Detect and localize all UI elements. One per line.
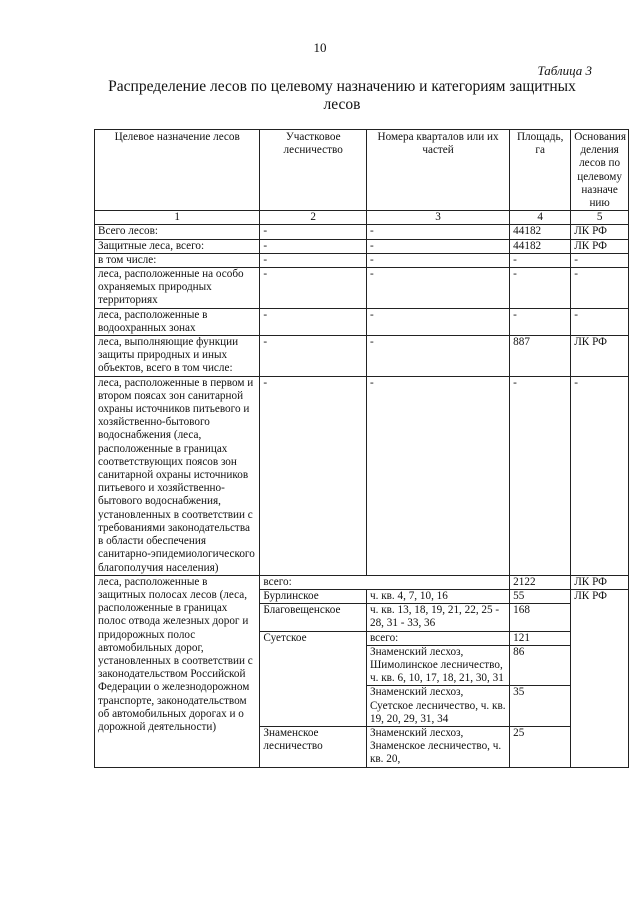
cell-area: -: [510, 253, 571, 267]
cell-basis: ЛК РФ: [571, 589, 629, 767]
cell-quarters: всего:: [366, 631, 509, 645]
cell-quarters: -: [366, 376, 509, 575]
column-number-row: [95, 211, 629, 225]
page-title: Распределение лесов по целевому назначению и категориям защитных лесов: [108, 78, 576, 113]
cell-forestry: -: [260, 268, 367, 309]
cell-quarters: -: [366, 225, 509, 239]
cell-area: 44182: [510, 239, 571, 253]
header-forestry: Участковое лесничество: [260, 130, 367, 211]
cell-forestry: -: [260, 308, 367, 335]
protective-strip-row: [95, 575, 629, 589]
cell-total-label: всего:: [260, 575, 510, 589]
cell-area: -: [510, 376, 571, 575]
cell-area: 25: [510, 726, 571, 767]
cell-forestry: -: [260, 376, 367, 575]
cell-quarters: ч. кв. 4, 7, 10, 16: [366, 589, 509, 603]
cell-area: 121: [510, 631, 571, 645]
cell-forestry: Суетское: [260, 631, 367, 726]
cell-basis: ЛК РФ: [571, 239, 629, 253]
table-row: [95, 239, 629, 253]
table-label: Таблица 3: [537, 63, 592, 78]
cell-area: -: [510, 308, 571, 335]
cell-forestry: Благовещенское: [260, 604, 367, 631]
cell-quarters: -: [366, 268, 509, 309]
cell-purpose: в том числе:: [95, 253, 260, 267]
cell-area: 55: [510, 589, 571, 603]
cell-quarters: -: [366, 308, 509, 335]
column-number: 5: [571, 211, 629, 225]
cell-area: 2122: [510, 575, 571, 589]
cell-purpose: леса, расположенные в водоохранных зонах: [95, 308, 260, 335]
cell-purpose: леса, расположенные на особо охраняемых природных территориях: [95, 268, 260, 309]
header-purpose: Целевое назначение лесов: [95, 130, 260, 211]
table-row: [95, 376, 629, 575]
table-row: [95, 253, 629, 267]
cell-quarters: Знаменский лесхоз, Знаменское лесничество, ч. кв. 20,: [366, 726, 509, 767]
cell-purpose: Всего лесов:: [95, 225, 260, 239]
cell-area: 168: [510, 604, 571, 631]
page-number: 10: [313, 40, 327, 55]
cell-purpose: Защитные леса, всего:: [95, 239, 260, 253]
cell-basis: ЛК РФ: [571, 575, 629, 589]
cell-quarters: ч. кв. 13, 18, 19, 21, 22, 25 - 28, 31 - 33, 36: [366, 604, 509, 631]
cell-purpose: леса, расположенные в первом и втором поясах зон санитарной охраны источников питьевого и хозяйственно-бытового водоснабжения (леса, расположенные в границах соответствующих поясов зон санитарной охраны источников питьевого и хозяйственно-бытового водоснабжения, установленных в соответствии с требованиями законодательства в области обеспечения санитарно-эпидемиологического благополучия населения): [95, 376, 260, 575]
cell-basis: -: [571, 268, 629, 309]
header-quarters: Номера кварталов или их частей: [366, 130, 509, 211]
cell-basis: -: [571, 253, 629, 267]
table-row: [95, 308, 629, 335]
cell-basis: ЛК РФ: [571, 225, 629, 239]
cell-quarters: -: [366, 336, 509, 377]
cell-area: 44182: [510, 225, 571, 239]
header-basis: Основания деления лесов по целевому назначе нию: [571, 130, 629, 211]
cell-quarters: Знаменский лесхоз, Суетское лесничество, ч. кв. 19, 20, 29, 31, 34: [366, 686, 509, 727]
cell-purpose: леса, расположенные в защитных полосах лесов (леса, расположенные в границах полос отвода железных дорог и придорожных полос автомобильных дорог, установленных в соответствии с законодательством Российской Федерации о железнодорожном транспорте, законодательством об автомобильных дорогах и о дорожной деятельности): [95, 575, 260, 767]
cell-forestry: -: [260, 225, 367, 239]
cell-basis: -: [571, 376, 629, 575]
table-row: [95, 336, 629, 377]
column-number: 2: [260, 211, 367, 225]
cell-basis: ЛК РФ: [571, 336, 629, 377]
cell-area: 86: [510, 645, 571, 686]
cell-forestry: -: [260, 336, 367, 377]
cell-basis: -: [571, 308, 629, 335]
cell-quarters: Знаменский лесхоз, Шимолинское лесничество, ч. кв. 6, 10, 17, 18, 21, 30, 31: [366, 645, 509, 686]
forest-distribution-table: [94, 129, 629, 768]
cell-quarters: -: [366, 239, 509, 253]
cell-forestry: Знаменское лесничество: [260, 726, 367, 767]
table-row: [95, 268, 629, 309]
table-row: [95, 225, 629, 239]
cell-area: -: [510, 268, 571, 309]
header-area: Площадь, га: [510, 130, 571, 211]
cell-area: 35: [510, 686, 571, 727]
cell-purpose: леса, выполняющие функции защиты природных и иных объектов, всего в том числе:: [95, 336, 260, 377]
column-number: 3: [366, 211, 509, 225]
cell-area: 887: [510, 336, 571, 377]
cell-quarters: -: [366, 253, 509, 267]
cell-forestry: -: [260, 239, 367, 253]
column-number: 4: [510, 211, 571, 225]
cell-forestry: -: [260, 253, 367, 267]
cell-forestry: Бурлинское: [260, 589, 367, 603]
column-number: 1: [95, 211, 260, 225]
header-row: [95, 130, 629, 211]
